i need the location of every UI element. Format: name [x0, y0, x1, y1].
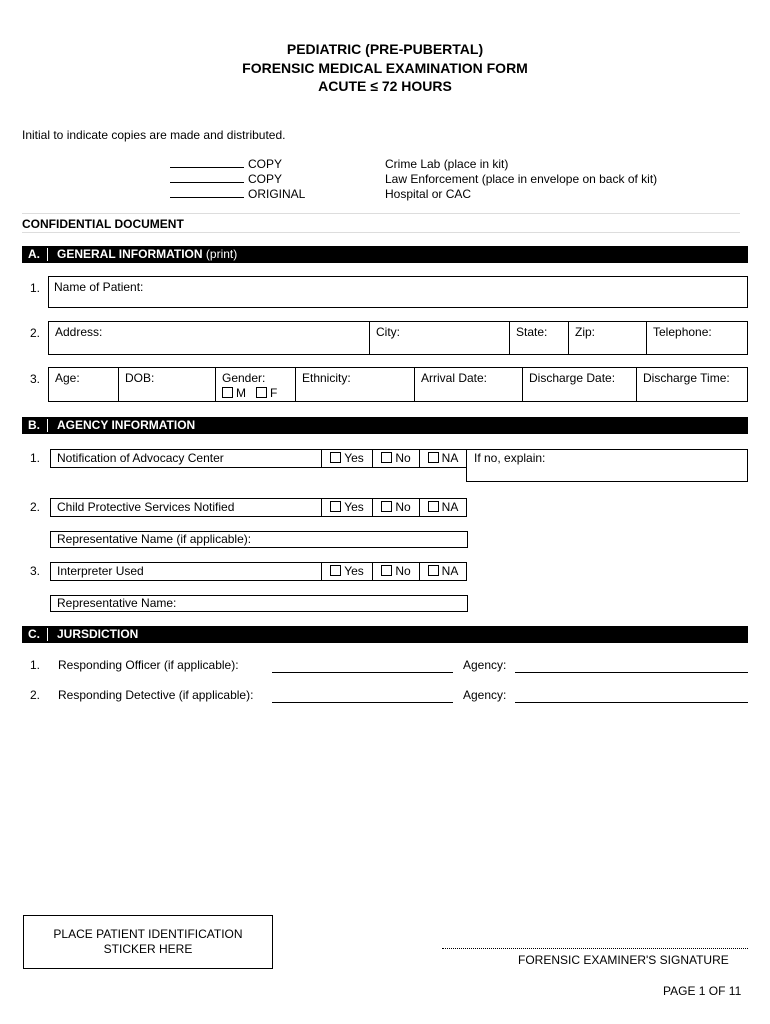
- telephone-label: Telephone:: [653, 325, 712, 339]
- cps-na-option[interactable]: [419, 498, 467, 517]
- patient-name-label: Name of Patient:: [54, 280, 144, 294]
- confidential-label: CONFIDENTIAL DOCUMENT: [22, 217, 184, 231]
- address-row: [48, 321, 748, 355]
- advocacy-no-label: No: [395, 451, 411, 465]
- dob-field[interactable]: [118, 368, 215, 401]
- responding-detective-line[interactable]: [272, 702, 453, 703]
- interpreter-yes-label: Yes: [344, 564, 364, 578]
- a-row3-number: 3.: [30, 372, 41, 386]
- interpreter-na-checkbox[interactable]: [428, 565, 439, 576]
- demographics-row: [48, 367, 748, 402]
- section-c-header: [22, 626, 748, 643]
- copy-row-2: [170, 172, 282, 187]
- interpreter-label: Interpreter Used: [57, 564, 144, 578]
- dob-label: DOB:: [125, 371, 155, 385]
- officer-agency-label: Agency:: [463, 658, 507, 672]
- cps-na-checkbox[interactable]: [428, 501, 439, 512]
- form-title-line2: FORENSIC MEDICAL EXAMINATION FORM: [242, 60, 528, 76]
- b-row2-number: 2.: [30, 500, 41, 514]
- cps-label: Child Protective Services Notified: [57, 500, 235, 514]
- ethnicity-label: Ethnicity:: [302, 371, 351, 385]
- cps-yes-checkbox[interactable]: [330, 501, 341, 512]
- a-row2-number: 2.: [30, 326, 41, 340]
- interpreter-no-label: No: [395, 564, 411, 578]
- form-title-line3: ACUTE ≤ 72 HOURS: [318, 78, 452, 94]
- copy-label-3: ORIGINAL: [248, 187, 306, 201]
- signature-label: FORENSIC EXAMINER'S SIGNATURE: [518, 953, 729, 967]
- cps-no-option[interactable]: [372, 498, 420, 517]
- responding-officer-line[interactable]: [272, 672, 453, 673]
- zip-label: Zip:: [575, 325, 596, 339]
- section-c-title: JURSDICTION: [57, 627, 139, 641]
- address-label: Address:: [55, 325, 103, 339]
- advocacy-yes-label: Yes: [344, 451, 364, 465]
- copy-row-3: [170, 187, 305, 202]
- advocacy-yes-option[interactable]: [321, 449, 373, 468]
- copy-destination-2: Law Enforcement (place in envelope on back of kit): [385, 172, 658, 186]
- detective-agency-label: Agency:: [463, 688, 507, 702]
- cps-no-checkbox[interactable]: [381, 501, 392, 512]
- signature-line[interactable]: [442, 948, 748, 949]
- section-b-title: AGENCY INFORMATION: [57, 418, 196, 432]
- address-field[interactable]: [49, 322, 369, 354]
- cps-label-box: [50, 498, 322, 517]
- advocacy-na-label: NA: [441, 451, 459, 465]
- cps-yes-label: Yes: [344, 500, 364, 514]
- officer-agency-line[interactable]: [515, 672, 748, 673]
- copy-label-1: COPY: [248, 157, 283, 171]
- discharge-time-field[interactable]: [636, 368, 749, 401]
- interpreter-na-option[interactable]: [419, 562, 467, 581]
- interpreter-representative-field[interactable]: [50, 595, 468, 612]
- state-label: State:: [516, 325, 548, 339]
- intro-text: Initial to indicate copies are made and distributed.: [22, 128, 286, 142]
- section-a-divider: [47, 248, 48, 261]
- interpreter-representative-label: Representative Name:: [57, 596, 177, 610]
- section-a-title: GENERAL INFORMATION: [57, 247, 203, 261]
- gender-f-checkbox[interactable]: [256, 387, 267, 398]
- gender-f-label: F: [270, 386, 278, 400]
- section-a-header: [22, 246, 748, 263]
- gender-field: [215, 368, 295, 401]
- discharge-date-field[interactable]: [522, 368, 636, 401]
- advocacy-na-option[interactable]: [419, 449, 467, 468]
- city-field[interactable]: [369, 322, 509, 354]
- gender-options: [222, 386, 289, 401]
- section-b-header: [22, 417, 748, 434]
- city-label: City:: [376, 325, 400, 339]
- gender-label: Gender:: [222, 371, 266, 385]
- gender-m-checkbox[interactable]: [222, 387, 233, 398]
- responding-officer-label: Responding Officer (if applicable):: [58, 658, 239, 672]
- initial-blank-1[interactable]: [170, 159, 244, 168]
- interpreter-label-box: [50, 562, 322, 581]
- cps-na-label: NA: [441, 500, 459, 514]
- section-a-note: (print): [205, 247, 238, 261]
- copy-destination-1: Crime Lab (place in kit): [385, 157, 509, 171]
- c-row1-number: 1.: [30, 658, 41, 672]
- sticker-line1: PLACE PATIENT IDENTIFICATION: [53, 927, 243, 941]
- age-field[interactable]: [49, 368, 118, 401]
- age-label: Age:: [55, 371, 80, 385]
- advocacy-yes-checkbox[interactable]: [330, 452, 341, 463]
- patient-name-field[interactable]: [48, 276, 748, 308]
- patient-sticker-box: [23, 915, 273, 969]
- copy-row-1: [170, 157, 282, 172]
- section-a-letter: A.: [28, 247, 40, 261]
- interpreter-no-option[interactable]: [372, 562, 420, 581]
- arrival-date-field[interactable]: [414, 368, 522, 401]
- advocacy-no-checkbox[interactable]: [381, 452, 392, 463]
- advocacy-label-box: [50, 449, 322, 468]
- interpreter-no-checkbox[interactable]: [381, 565, 392, 576]
- arrival-date-label: Arrival Date:: [421, 371, 488, 385]
- interpreter-yes-option[interactable]: [321, 562, 373, 581]
- advocacy-na-checkbox[interactable]: [428, 452, 439, 463]
- zip-field[interactable]: [568, 322, 646, 354]
- advocacy-no-option[interactable]: [372, 449, 420, 468]
- page-number: PAGE 1 OF 11: [663, 984, 742, 998]
- c-row2-number: 2.: [30, 688, 41, 702]
- interpreter-yes-checkbox[interactable]: [330, 565, 341, 576]
- gender-m-label: M: [236, 386, 246, 400]
- form-title-line1: PEDIATRIC (PRE-PUBERTAL): [286, 41, 484, 57]
- responding-detective-label: Responding Detective (if applicable):: [58, 688, 254, 702]
- interpreter-na-label: NA: [441, 564, 459, 578]
- detective-agency-line[interactable]: [515, 702, 748, 703]
- cps-representative-field[interactable]: [50, 531, 468, 548]
- initial-blank-2[interactable]: [170, 174, 244, 183]
- discharge-date-label: Discharge Date:: [529, 371, 616, 385]
- copy-label-2: COPY: [248, 172, 283, 186]
- section-c-divider: [47, 628, 48, 641]
- explain-label: If no, explain:: [474, 451, 546, 465]
- section-b-letter: B.: [28, 418, 40, 432]
- sticker-line2: STICKER HERE: [103, 942, 193, 956]
- b-row3-number: 3.: [30, 564, 41, 578]
- explain-field[interactable]: [466, 449, 748, 482]
- discharge-time-label: Discharge Time:: [643, 371, 730, 385]
- cps-representative-label: Representative Name (if applicable):: [57, 532, 252, 546]
- state-field[interactable]: [509, 322, 568, 354]
- cps-yes-option[interactable]: [321, 498, 373, 517]
- copy-destination-3: Hospital or CAC: [385, 187, 472, 201]
- b-row1-number: 1.: [30, 451, 41, 465]
- telephone-field[interactable]: [646, 322, 749, 354]
- initial-blank-3[interactable]: [170, 189, 244, 198]
- ethnicity-field[interactable]: [295, 368, 414, 401]
- section-b-divider: [47, 419, 48, 432]
- section-c-letter: C.: [28, 627, 40, 641]
- a-row1-number: 1.: [30, 281, 41, 295]
- cps-no-label: No: [395, 500, 411, 514]
- advocacy-label: Notification of Advocacy Center: [57, 451, 224, 465]
- section-a-title-wrap: [57, 246, 237, 263]
